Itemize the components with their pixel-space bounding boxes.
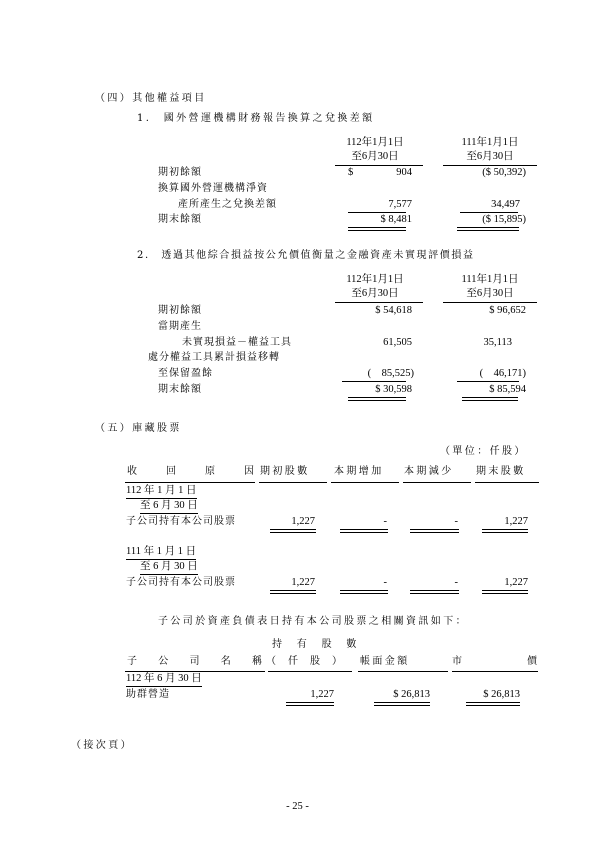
table2-header-name: 子 公 司 名 稱: [127, 656, 263, 667]
group2-opening: 1,227: [291, 577, 315, 588]
table2-row-book: $ 26,813: [393, 689, 430, 700]
sub2-col2-header-line2: 至6月30日: [466, 288, 514, 299]
sub2-row-v2: $ 85,594: [489, 384, 526, 395]
table2-row-name: 助群營造: [126, 689, 170, 700]
sub1-row-v2: ($ 15,895): [482, 214, 526, 225]
table2-header-market: 市 價: [452, 656, 538, 667]
sub2-row-v2: ( 46,171): [479, 368, 526, 379]
sub1-col2-header-line2: 至6月30日: [466, 151, 514, 162]
sub1-row-v1: 7,577: [388, 199, 412, 210]
sub1-row-v2: 34,497: [491, 199, 520, 210]
group2-period-line2: 至 6 月 30 日: [140, 562, 198, 575]
sub2-row-v1: 61,505: [383, 337, 412, 348]
group2-closing: 1,227: [504, 577, 528, 588]
sub2-col1-header-line1: 112年1月1日: [346, 274, 404, 285]
table2-header-shares: （ 仟 股 ）: [266, 656, 343, 667]
group2-period-line1: 111 年 1 月 1 日: [126, 547, 196, 560]
group2-label: 子公司持有本公司股票: [126, 577, 236, 588]
group1-increase: -: [383, 516, 387, 527]
sub2-row-label: 期初餘額: [158, 305, 202, 316]
table2-header-book: 帳面金額: [360, 656, 410, 667]
sub2-row-label: 當期產生: [158, 321, 202, 332]
sub2-row-label: 未實現損益－權益工具: [182, 337, 292, 348]
sub2-col2-header-line1: 111年1月1日: [461, 274, 519, 285]
table1-header-opening: 期初股數: [260, 466, 310, 477]
group1-label: 子公司持有本公司股票: [126, 516, 236, 527]
sub2-title: 2. 透過其他綜合損益按公允價值衡量之金融資產未實現評價損益: [137, 250, 475, 261]
group1-closing: 1,227: [504, 516, 528, 527]
sub2-row-v1: $ 30,598: [375, 384, 412, 395]
sub1-row-label: 期初餘額: [158, 167, 202, 178]
sub1-row-v1: $ 8,481: [380, 214, 412, 225]
section5-title: （五）庫藏股票: [95, 423, 182, 434]
sub1-row-v1: 904: [396, 167, 412, 178]
sub1-col1-header-line1: 112年1月1日: [346, 137, 404, 148]
table2-row-shares: 1,227: [310, 689, 334, 700]
sub1-title: 1. 國外營運機構財務報告換算之兌換差額: [137, 113, 375, 124]
table1-header-reason: 收 回 原 因: [127, 466, 255, 477]
group1-opening: 1,227: [291, 516, 315, 527]
table2-row-market: $ 26,813: [483, 689, 520, 700]
sub1-row-v2: ($ 50,392): [482, 167, 526, 178]
sub1-col1-header-line2: 至6月30日: [351, 151, 399, 162]
group2-increase: -: [383, 577, 387, 588]
sub1-row-label: 換算國外營運機構淨資: [158, 183, 268, 194]
group2-decrease: -: [454, 577, 458, 588]
sub2-row-v2: $ 96,652: [489, 305, 526, 316]
sub2-row-label: 期末餘額: [158, 384, 202, 395]
table2-header-shares-top: 持 有 股 數: [272, 639, 359, 650]
table2-period: 112 年 6 月 30 日: [126, 674, 202, 687]
table1-header-closing: 期末股數: [476, 466, 526, 477]
sub1-row-v1-currency: $: [348, 167, 354, 178]
sub2-row-v1: ( 85,525): [367, 368, 414, 379]
table1-header-increase: 本期增加: [334, 466, 384, 477]
group1-period-line1: 112 年 1 月 1 日: [126, 486, 197, 499]
sub1-col2-header-line1: 111年1月1日: [461, 137, 519, 148]
holding-note: 子公司於資產負債表日持有本公司股票之相關資訊如下：: [158, 616, 468, 627]
sub2-col1-header-line2: 至6月30日: [351, 288, 399, 299]
group1-period-line2: 至 6 月 30 日: [140, 501, 198, 514]
sub2-row-v2: 35,113: [483, 337, 512, 348]
unit-label: （單位：仟股）: [440, 446, 527, 457]
section4-title: （四）其他權益項目: [95, 93, 207, 104]
sub2-row-label: 至保留盈餘: [158, 368, 213, 379]
table1-header-decrease: 本期減少: [404, 466, 454, 477]
sub1-row-label: 期末餘額: [158, 214, 202, 225]
sub1-row-label: 產所產生之兌換差額: [178, 199, 277, 210]
page-number: - 25 -: [286, 801, 309, 812]
group1-decrease: -: [454, 516, 458, 527]
sub2-row-label: 處分權益工具累計損益移轉: [148, 352, 280, 363]
continue-note: （接次頁）: [71, 740, 133, 751]
sub2-row-v1: $ 54,618: [375, 305, 412, 316]
